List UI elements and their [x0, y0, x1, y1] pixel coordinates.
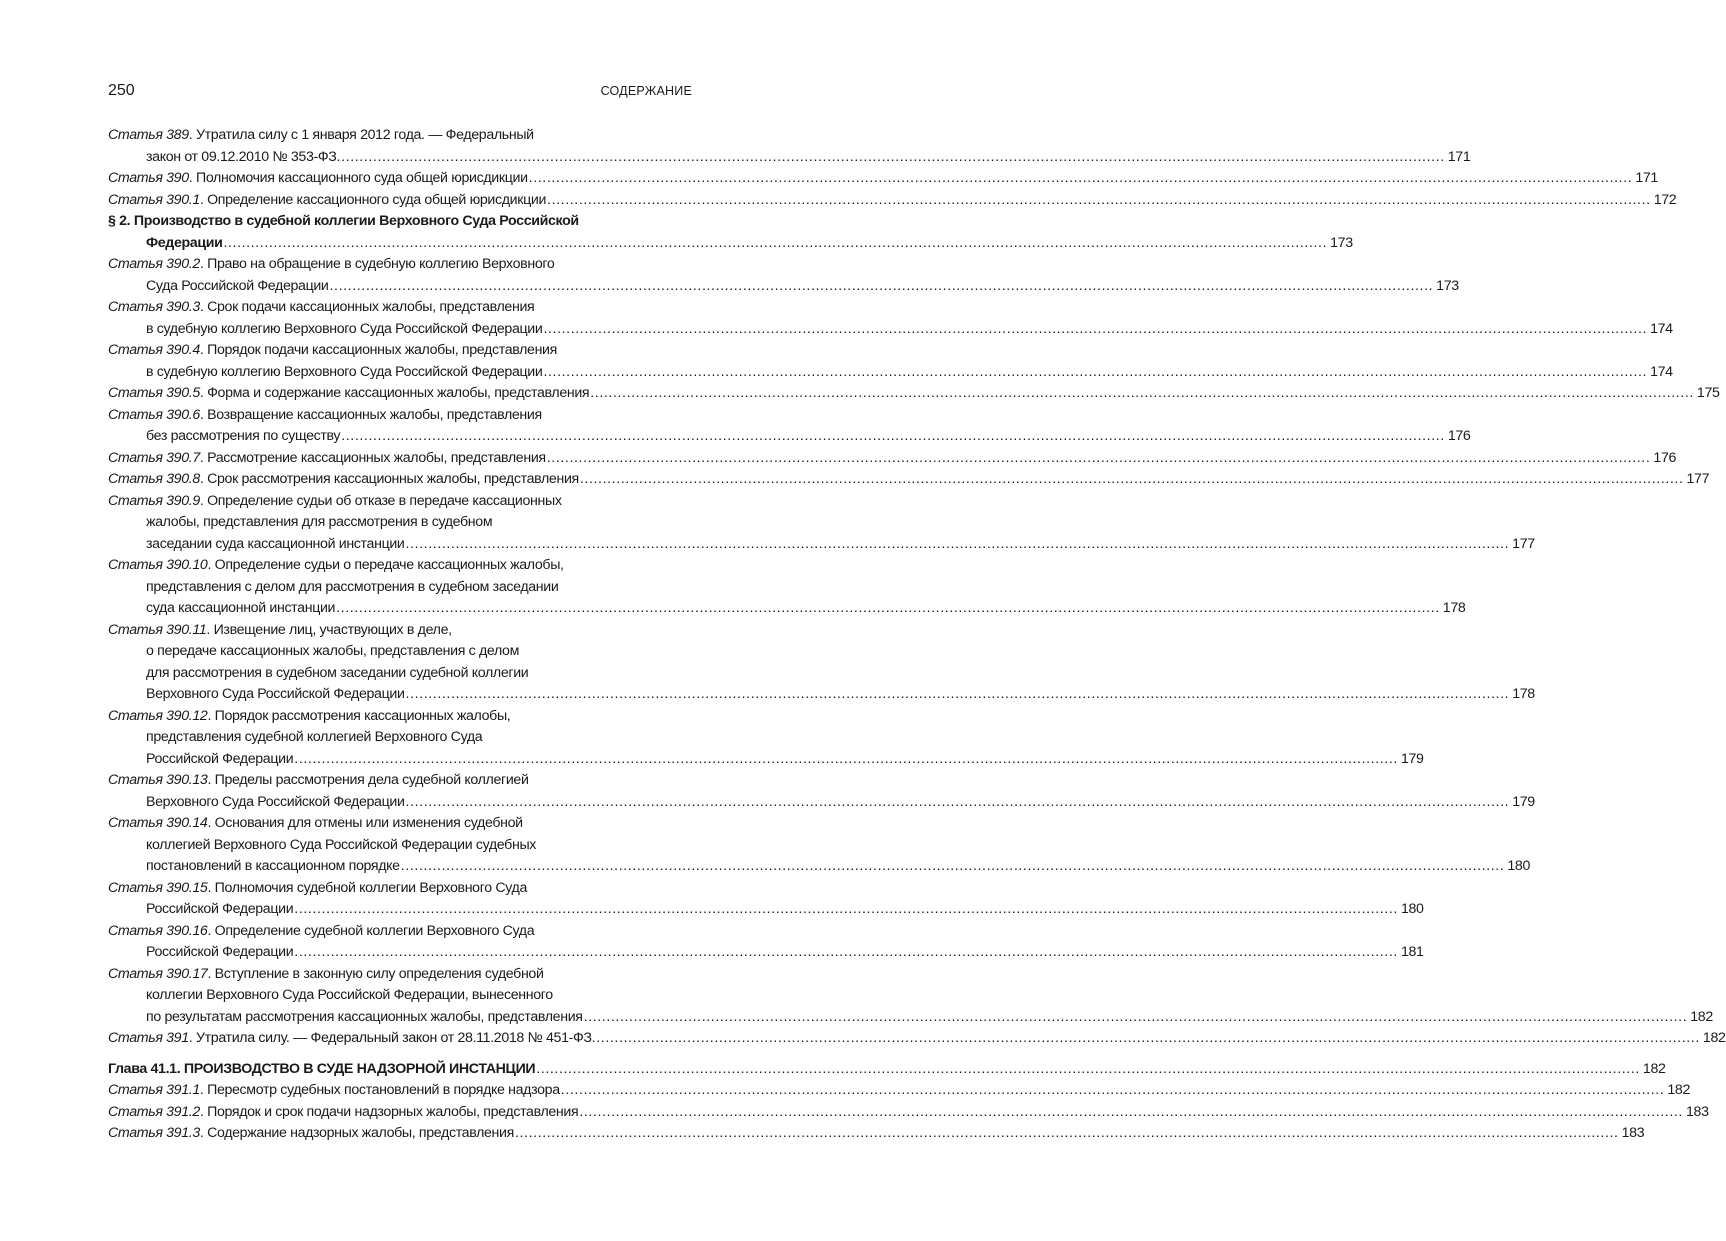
toc-title-text: Утратила силу. — Федеральный закон от 28.11.2018 № 451-ФЗ.: [195, 1030, 596, 1046]
article-label: Статья 390.5: [108, 385, 200, 401]
toc-title-text: Срок рассмотрения кассационных жалобы, представления: [207, 471, 579, 487]
toc-line: [108, 598, 1466, 620]
toc-line-text: [146, 899, 293, 921]
dot-leader: [561, 1080, 1665, 1102]
article-label: Статья 390.1: [108, 191, 200, 208]
toc-entry[interactable]: [108, 297, 1673, 340]
toc-line: [108, 254, 692, 276]
toc-line-text: [146, 643, 519, 659]
page-ref: 182: [1702, 1030, 1726, 1046]
page-ref: 180: [1400, 901, 1424, 917]
page-header: [108, 82, 692, 102]
article-label: Статья 390.7: [108, 449, 200, 466]
page-ref: 172: [1653, 191, 1677, 208]
article-label: Статья 390.17: [108, 965, 208, 982]
toc-entry[interactable]: [108, 254, 1459, 297]
toc-title-text: Форма и содержание кассационных жалобы, представления: [207, 385, 590, 401]
toc-line: [108, 491, 692, 513]
dot-leader: [529, 168, 1633, 190]
toc-entry[interactable]: [108, 921, 1424, 964]
toc-line-text: Статья 390.6. Возвращение кассационных жалобы, представления: [108, 406, 542, 423]
article-label: Статья 390: [108, 170, 189, 186]
toc-entry[interactable]: [108, 1102, 1709, 1124]
toc-title-text: суда кассационной инстанции: [146, 600, 336, 616]
article-label: Статья 390.12: [108, 707, 208, 724]
dot-leader: [580, 469, 1684, 491]
toc-title-text: Российской Федерации: [146, 944, 294, 960]
dot-leader: [330, 276, 1434, 298]
toc-title-text: Рассмотрение кассационных жалобы, представления: [207, 449, 546, 466]
toc-line: [108, 426, 1471, 448]
toc-line-text: [146, 579, 558, 595]
toc-title-text: Полномочия кассационного суда общей юрисдикции: [195, 170, 528, 186]
toc-title-text: Пересмотр судебных постановлений в порядке надзора: [207, 1082, 560, 1098]
toc-title-text: Основания для отмены или изменения судебной: [214, 815, 523, 831]
toc-line-text: Статья 390.15. Полномочия судебной коллегии Верховного Суда: [108, 879, 527, 896]
toc-title-text: Федерации: [146, 234, 223, 251]
article-label: Статья 390.6: [108, 406, 200, 423]
toc-title-text: Порядок рассмотрения кассационных жалобы,: [214, 707, 511, 724]
dot-leader: [294, 749, 1398, 771]
toc-line-text: Статья 390. Полномочия кассационного суда общей юрисдикции: [108, 170, 528, 186]
page-ref: 179: [1512, 793, 1535, 810]
page-ref: 182: [1642, 1060, 1666, 1077]
toc-line-text: Статья 390.2. Право на обращение в судебную коллегию Верховного: [108, 256, 555, 272]
toc-line-text: [146, 362, 542, 384]
article-label: Статья 391.1: [108, 1082, 200, 1098]
dot-leader: [584, 1007, 1688, 1029]
toc-title-text: Вступление в законную силу определения судебной: [214, 965, 544, 982]
toc-title-text: Пределы рассмотрения дела судебной коллегией: [214, 772, 529, 788]
page-ref: 171: [1447, 148, 1471, 165]
article-label: Статья 390.11: [108, 621, 207, 638]
toc-title-text: представления с делом для рассмотрения в судебном заседании: [146, 578, 559, 595]
dot-leader: [341, 426, 1445, 448]
toc-line-text: Статья 390.4. Порядок подачи кассационных жалобы, представления: [108, 342, 557, 358]
page-ref: 176: [1447, 428, 1471, 444]
article-label: Статья 390.16: [108, 922, 208, 939]
dot-leader: [596, 1028, 1700, 1050]
toc-line: [108, 1059, 1666, 1081]
page-ref: 178: [1442, 600, 1466, 616]
page-ref: 176: [1653, 449, 1677, 466]
toc-line: [108, 792, 1535, 814]
toc-section[interactable]: [108, 211, 1353, 254]
toc-line-text: [146, 942, 293, 964]
toc-line-text: [108, 213, 579, 229]
toc-line-text: [146, 514, 492, 530]
toc-line-text: [146, 233, 222, 255]
toc-line: [108, 168, 1658, 190]
toc-line-text: [146, 749, 293, 771]
toc-title-text: Определение судебной коллегии Верховного Суда: [214, 922, 535, 939]
dot-leader: [536, 1059, 1640, 1081]
toc-title-text: Право на обращение в судебную коллегию Верховного: [207, 256, 555, 272]
page-ref: 181: [1400, 944, 1424, 960]
toc-line: [108, 620, 692, 642]
article-label: Статья 390.8: [108, 471, 200, 487]
toc-entry[interactable]: [108, 770, 1535, 813]
dot-leader: [543, 362, 1647, 384]
toc-line-text: Статья 391.2. Порядок и срок подачи надзорных жалобы, представления: [108, 1103, 579, 1120]
toc-line: [108, 835, 692, 857]
toc-line-text: Статья 390.11. Извещение лиц, участвующих в деле,: [108, 621, 452, 638]
toc-title-text: без рассмотрения по существу: [146, 428, 341, 444]
toc-line-text: [146, 684, 405, 706]
page-ref: 173: [1330, 234, 1353, 251]
toc-line: [108, 770, 692, 792]
toc-entry[interactable]: [108, 555, 1466, 620]
toc-line: [108, 813, 692, 835]
toc-line-text: [108, 1059, 535, 1081]
page-ref: 179: [1400, 750, 1424, 767]
toc-line-text: Статья 390.12. Порядок рассмотрения кассационных жалобы,: [108, 707, 511, 724]
toc-line: [108, 663, 692, 685]
toc-entry[interactable]: [108, 383, 1720, 405]
page-number: 250: [108, 82, 135, 99]
toc-line: [108, 878, 692, 900]
page-ref: 178: [1512, 686, 1535, 702]
running-title: СОДЕРЖАНИЕ: [600, 84, 692, 98]
dot-leader: [406, 534, 1510, 556]
toc-line: [108, 534, 1535, 556]
toc-line: [108, 942, 1424, 964]
toc-line: [108, 921, 692, 943]
toc-title-text: по результатам рассмотрения кассационных жалобы, представления: [146, 1008, 583, 1025]
article-label: Статья 391.2: [108, 1103, 200, 1120]
toc-title-text: Российской Федерации: [146, 901, 294, 917]
toc-line-text: Статья 390.3. Срок подачи кассационных жалобы, представления: [108, 299, 535, 315]
toc-title-text: Содержание надзорных жалобы, представления: [207, 1125, 514, 1141]
toc-title-text: Срок подачи кассационных жалобы, представления: [207, 299, 535, 315]
toc-line-text: [146, 534, 405, 556]
toc-line-text: [146, 837, 536, 853]
toc-line: [108, 448, 1677, 470]
toc-line: [108, 469, 1710, 491]
toc-entry[interactable]: [108, 168, 1658, 190]
dot-leader: [547, 190, 1651, 212]
toc-entry[interactable]: [108, 340, 1673, 383]
toc-line-text: Статья 390.8. Срок рассмотрения кассационных жалобы, представления: [108, 471, 579, 487]
toc-line-text: [146, 276, 329, 298]
toc-line-text: Статья 390.17. Вступление в законную силу определения судебной: [108, 965, 544, 982]
toc-line: [108, 276, 1459, 298]
page-ref: 180: [1507, 858, 1530, 874]
toc-line: [108, 362, 1673, 384]
toc-title-text: Верховного Суда Российской Федерации: [146, 686, 405, 702]
toc-line-text: Статья 390.14. Основания для отмены или изменения судебной: [108, 815, 523, 831]
article-label: Статья 389: [108, 127, 189, 143]
page-ref: 182: [1690, 1008, 1713, 1025]
toc-line: [108, 512, 692, 534]
toc-entry[interactable]: [108, 448, 1677, 470]
toc-line: [108, 577, 692, 599]
toc-title-text: представления судебной коллегией Верховного Суда: [146, 729, 483, 745]
toc-line: [108, 125, 692, 147]
toc-line: [108, 727, 692, 749]
dot-leader: [579, 1102, 1683, 1124]
toc-line-text: [146, 987, 553, 1003]
toc-title-text: Российской Федерации: [146, 750, 294, 767]
toc-line-text: Статья 390.5. Форма и содержание кассационных жалобы, представления: [108, 385, 590, 401]
toc-line-text: [146, 598, 335, 620]
toc-title-text: Глава 41.1. ПРОИЗВОДСТВО В СУДЕ НАДЗОРНОЙ ИНСТАНЦИИ: [108, 1060, 536, 1077]
page-ref: 177: [1512, 535, 1535, 552]
toc-entry[interactable]: [108, 813, 1530, 878]
toc-line: [108, 1102, 1709, 1124]
toc-line: [108, 190, 1677, 212]
toc-line-text: Статья 390.16. Определение судебной коллегии Верховного Суда: [108, 922, 535, 939]
dot-leader: [294, 942, 1398, 964]
toc-line: [108, 383, 1720, 405]
toc-title-text: Определение судьи об отказе в передаче кассационных: [207, 492, 562, 509]
toc-entry[interactable]: [108, 1123, 1645, 1145]
toc-line-text: Статья 391.1. Пересмотр судебных постановлений в порядке надзора: [108, 1082, 560, 1098]
dot-leader: [406, 792, 1510, 814]
spacer: [108, 1050, 692, 1059]
toc-line-text: Статья 391. Утратила силу. — Федеральный закон от 28.11.2018 № 451-ФЗ.: [108, 1030, 596, 1046]
toc-line-text: [146, 665, 528, 681]
toc-title-text: Порядок и срок подачи надзорных жалобы, представления: [207, 1103, 579, 1120]
toc-title-text: коллегией Верховного Суда Российской Федерации судебных: [146, 836, 537, 853]
toc-title-text: закон от 09.12.2010 № 353-ФЗ.: [146, 148, 341, 165]
toc-line: [108, 641, 692, 663]
toc-line: [108, 1123, 1645, 1145]
toc-line-text: Статья 391.3. Содержание надзорных жалобы, представления: [108, 1125, 514, 1141]
toc-line: [108, 1007, 1713, 1029]
toc-line: [108, 319, 1673, 341]
toc-line: [108, 297, 692, 319]
toc-line-text: Статья 390.13. Пределы рассмотрения дела судебной коллегией: [108, 772, 529, 788]
toc-title-text: заседании суда кассационной инстанции: [146, 535, 405, 552]
toc-entry[interactable]: [108, 469, 1710, 491]
toc-line-text: Статья 390.7. Рассмотрение кассационных жалобы, представления: [108, 449, 546, 466]
toc-line-text: [146, 426, 340, 448]
dot-leader: [406, 684, 1510, 706]
toc-line: [108, 340, 692, 362]
page-ref: 177: [1686, 471, 1710, 487]
toc-entry[interactable]: [108, 405, 1471, 448]
toc-title-text: постановлений в кассационном порядке: [146, 858, 400, 874]
toc-line: [108, 211, 692, 233]
page-ref: 174: [1650, 363, 1673, 380]
toc-line-text: Статья 389. Утратила силу с 1 января 2012 года. — Федеральный: [108, 127, 534, 143]
toc-title-text: Определение судьи о передаче кассационных жалобы,: [214, 557, 564, 573]
toc-entry[interactable]: [108, 491, 1535, 556]
toc-line-text: Статья 390.10. Определение судьи о передаче кассационных жалобы,: [108, 557, 564, 573]
article-label: Статья 391.3: [108, 1125, 200, 1141]
toc-title-text: Полномочия судебной коллегии Верховного Суда: [214, 879, 527, 896]
toc-title-text: Порядок подачи кассационных жалобы, представления: [207, 342, 557, 358]
toc-title-text: Определение кассационного суда общей юрисдикции: [207, 191, 547, 208]
toc-title-text: Возвращение кассационных жалобы, представления: [207, 406, 542, 423]
toc-line: [108, 856, 1530, 878]
toc-entry[interactable]: [108, 1028, 1726, 1050]
toc-line-text: [146, 319, 542, 341]
article-label: Статья 390.3: [108, 299, 200, 315]
toc-line: [108, 233, 1353, 255]
toc-line: [108, 555, 692, 577]
article-label: Статья 390.9: [108, 492, 200, 509]
page-ref: 183: [1685, 1103, 1709, 1120]
toc-line: [108, 749, 1424, 771]
toc-title-text: Верховного Суда Российской Федерации: [146, 793, 405, 810]
toc-title-text: Извещение лиц, участвующих в деле,: [213, 621, 452, 638]
toc-line-text: [146, 147, 340, 169]
toc-line: [108, 1028, 1726, 1050]
page-ref: 173: [1436, 277, 1459, 294]
toc-line-text: [146, 792, 405, 814]
dot-leader: [547, 448, 1651, 470]
dot-leader: [401, 856, 1505, 878]
toc-title-text: Утратила силу с 1 января 2012 года. — Федеральный: [195, 127, 534, 143]
dot-leader: [590, 383, 1694, 405]
table-of-contents: [108, 125, 1726, 1145]
dot-leader: [341, 147, 1445, 169]
page-ref: 175: [1696, 385, 1720, 401]
toc-line: [108, 964, 692, 986]
page-ref: 182: [1667, 1082, 1691, 1098]
toc-line: [108, 706, 692, 728]
toc-title-text: жалобы, представления для рассмотрения в судебном: [146, 514, 493, 530]
article-label: Статья 390.10: [108, 557, 208, 573]
dot-leader: [223, 233, 1327, 255]
page-ref: 171: [1635, 170, 1658, 186]
article-label: Статья 390.14: [108, 815, 208, 831]
toc-line-text: [146, 729, 482, 745]
toc-chapter[interactable]: [108, 1059, 1666, 1081]
toc-line-text: [146, 1007, 583, 1029]
toc-title-text: о передаче кассационных жалобы, представления с делом: [146, 643, 519, 659]
toc-line: [108, 147, 1471, 169]
toc-entry[interactable]: [108, 964, 1713, 1029]
article-label: Статья 390.15: [108, 879, 208, 896]
toc-title-text: в судебную коллегию Верховного Суда Российской Федерации: [146, 363, 543, 380]
toc-entry[interactable]: [108, 125, 1471, 168]
toc-line: [108, 1080, 1691, 1102]
toc-title-text: для рассмотрения в судебном заседании судебной коллегии: [146, 664, 529, 681]
article-label: Статья 390.13: [108, 772, 208, 788]
toc-title-text: § 2. Производство в судебной коллегии Верховного Суда Российской: [108, 213, 579, 229]
toc-line-text: Статья 390.9. Определение судьи об отказе в передаче кассационных: [108, 492, 562, 509]
dot-leader: [543, 319, 1647, 341]
toc-line-text: [146, 856, 400, 878]
dot-leader: [336, 598, 1440, 620]
toc-entry[interactable]: [108, 706, 1424, 771]
toc-title-text: в судебную коллегию Верховного Суда Российской Федерации: [146, 320, 543, 337]
toc-entry[interactable]: [108, 620, 1535, 706]
article-label: Статья 390.4: [108, 342, 200, 358]
article-label: Статья 391: [108, 1030, 189, 1046]
toc-line: [108, 899, 1424, 921]
toc-entry[interactable]: [108, 878, 1424, 921]
toc-entry[interactable]: [108, 190, 1677, 212]
dot-leader: [515, 1123, 1619, 1145]
page-ref: 174: [1650, 320, 1673, 337]
dot-leader: [294, 899, 1398, 921]
toc-line-text: Статья 390.1. Определение кассационного суда общей юрисдикции: [108, 191, 547, 208]
page-ref: 183: [1621, 1125, 1645, 1141]
toc-title-text: коллегии Верховного Суда Российской Федерации, вынесенного: [146, 987, 553, 1003]
toc-entry[interactable]: [108, 1080, 1691, 1102]
toc-title-text: Суда Российской Федерации: [146, 277, 329, 294]
toc-line: [108, 985, 692, 1007]
article-label: Статья 390.2: [108, 256, 200, 272]
toc-line: [108, 684, 1535, 706]
toc-line: [108, 405, 692, 427]
